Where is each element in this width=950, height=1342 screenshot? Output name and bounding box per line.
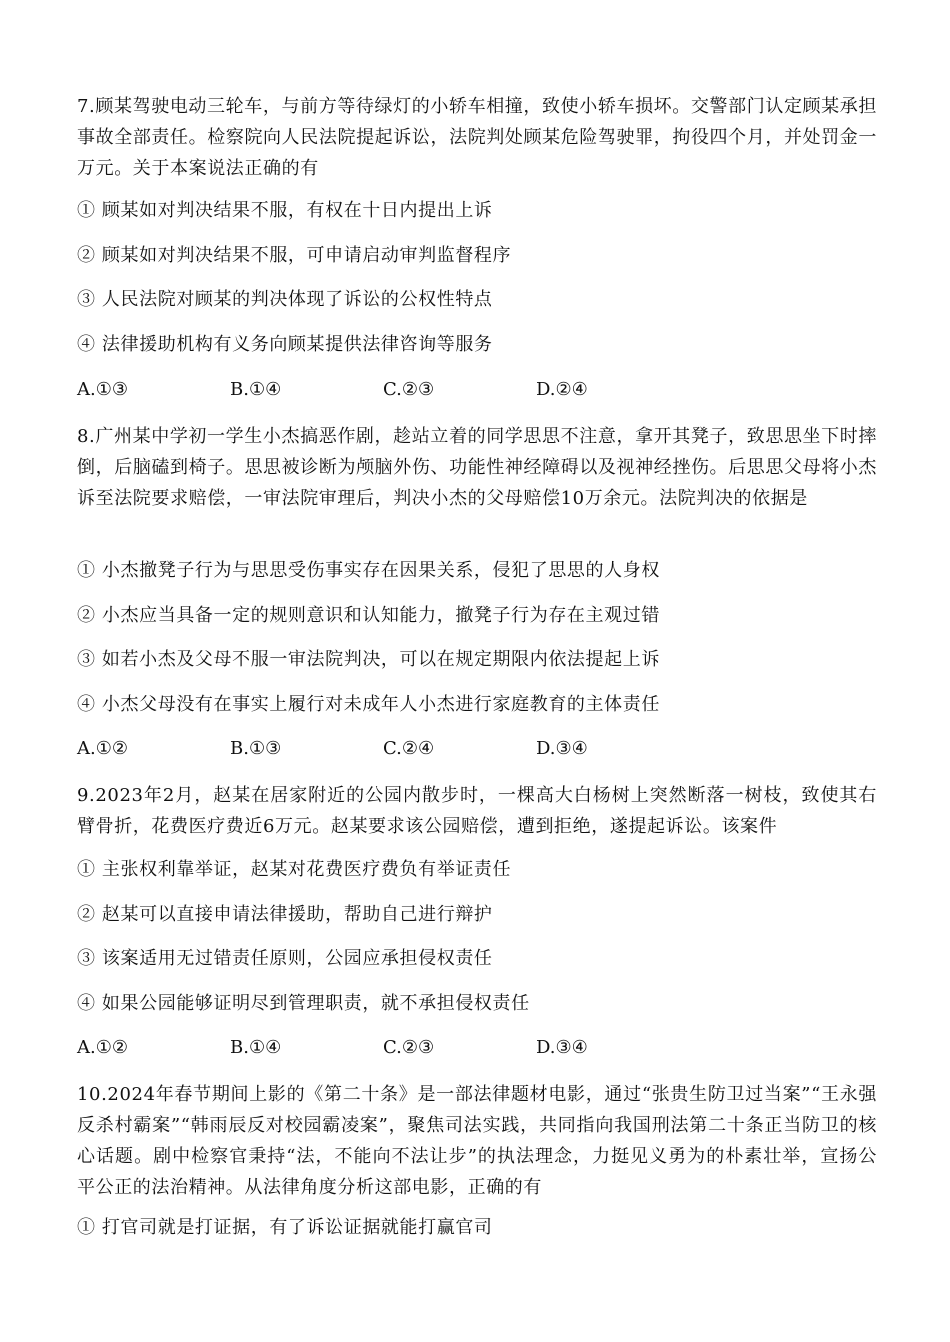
question-8-statement-2: ② 小杰应当具备一定的规则意识和认知能力，撤凳子行为存在主观过错 [77,605,660,626]
choice-d: D.③④ [536,738,588,759]
question-8-statement-4: ④ 小杰父母没有在事实上履行对未成年人小杰进行家庭教育的主体责任 [77,694,660,715]
question-9-statement-1: ① 主张权利靠举证，赵某对花费医疗费负有举证责任 [77,859,512,880]
question-stem: 8.广州某中学初一学生小杰搞恶作剧，趁站立着的同学思思不注意，拿开其凳子，致思思坐下时摔倒，后脑磕到椅子。思思被诊断为颅脑外伤、功能性神经障碍以及视神经挫伤。后思思父母将小杰诉至法院要求赔偿，一审法院审理后，判决小杰的父母赔偿10万余元。法院判决的依据是 [77,426,877,509]
question-stem: 10.2024年春节期间上影的《第二十条》是一部法律题材电影，通过“张贵生防卫过当案”“王永强反杀村霸案”“韩雨辰反对校园霸凌案”，聚焦司法实践，共同指向我国刑法第二十条正当防卫的核心话题。剧中检察官秉持“法，不能向不法让步”的执法理念，力挺见义勇为的朴素壮举，宣扬公平公正的法治精神。从法律角度分析这部电影，正确的有 [77,1084,877,1198]
question-stem: 7.顾某驾驶电动三轮车，与前方等待绿灯的小轿车相撞，致使小轿车损坏。交警部门认定顾某承担事故全部责任。检察院向人民法院提起诉讼，法院判处顾某危险驾驶罪，拘役四个月，并处罚金一万元。关于本案说法正确的有 [77,96,877,179]
question-9-statement-2: ② 赵某可以直接申请法律援助，帮助自己进行辩护 [77,904,493,925]
choice-b: B.①④ [230,379,282,400]
question-8-statement-1: ① 小杰撤凳子行为与思思受伤事实存在因果关系，侵犯了思思的人身权 [77,560,660,581]
question-7-stem [77,91,877,184]
choice-d: D.③④ [536,1037,588,1058]
question-stem: 9.2023年2月，赵某在居家附近的公园内散步时，一棵高大白杨树上突然断落一树枝，致使其右臂骨折，花费医疗费近6万元。赵某要求该公园赔偿，遭到拒绝，遂提起诉讼。该案件 [77,785,877,837]
question-10-stem [77,1079,877,1203]
choice-b: B.①③ [230,738,282,759]
choice-c: C.②③ [383,1037,435,1058]
choice-a: A.①② [77,1037,128,1058]
question-7-choices [77,378,777,402]
question-8-stem [77,421,877,514]
choice-a: A.①② [77,738,128,759]
question-9-choices [77,1036,777,1060]
question-9-statement-4: ④ 如果公园能够证明尽到管理职责，就不承担侵权责任 [77,993,530,1014]
question-9-statement-3: ③ 该案适用无过错责任原则，公园应承担侵权责任 [77,948,493,969]
choice-a: A.①③ [77,379,128,400]
question-8-statement-3: ③ 如若小杰及父母不服一审法院判决，可以在规定期限内依法提起上诉 [77,649,660,670]
question-7-statement-1: ① 顾某如对判决结果不服，有权在十日内提出上诉 [77,200,493,221]
choice-c: C.②④ [383,738,435,759]
choice-c: C.②③ [383,379,435,400]
question-7-statement-2: ② 顾某如对判决结果不服，可申请启动审判监督程序 [77,245,512,266]
question-7-statement-4: ④ 法律援助机构有义务向顾某提供法律咨询等服务 [77,334,493,355]
question-10-statement-1: ① 打官司就是打证据，有了诉讼证据就能打赢官司 [77,1217,493,1238]
choice-d: D.②④ [536,379,588,400]
question-7-statement-3: ③ 人民法院对顾某的判决体现了诉讼的公权性特点 [77,289,493,310]
question-9-stem [77,780,877,842]
question-8-choices [77,737,777,761]
choice-b: B.①④ [230,1037,282,1058]
